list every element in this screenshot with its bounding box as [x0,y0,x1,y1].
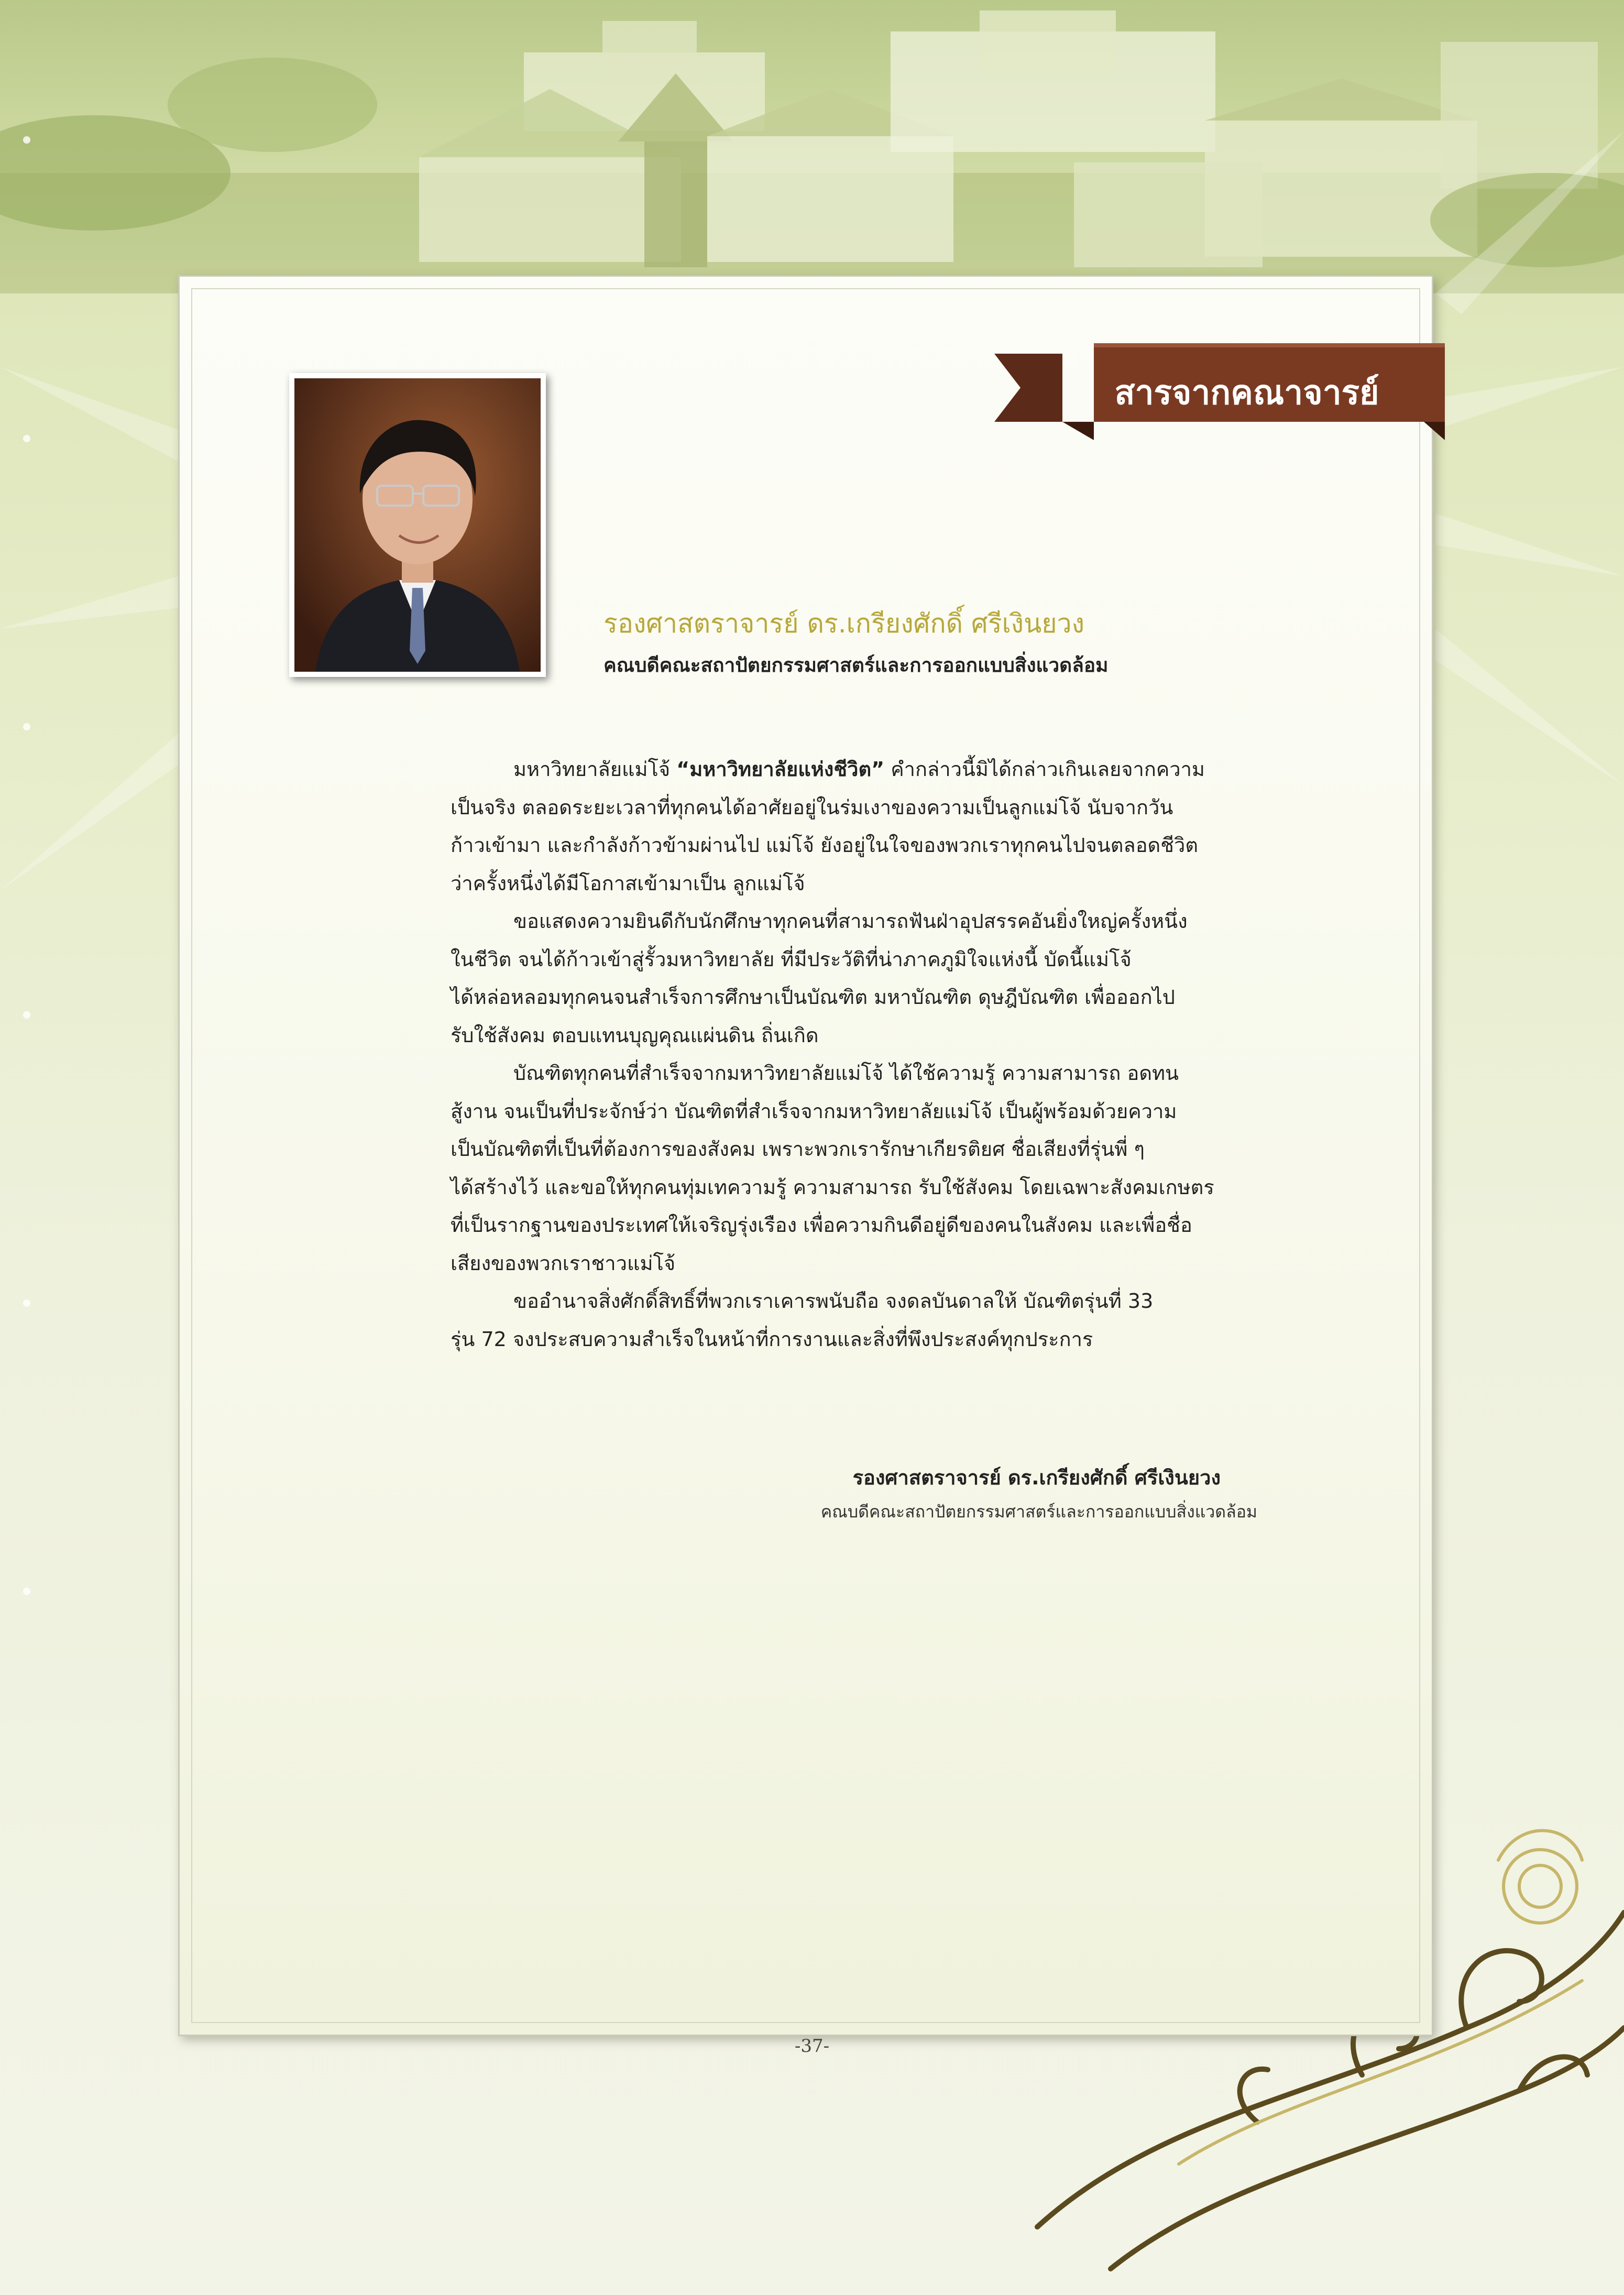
message-body [451,750,1310,1358]
message-line: เสียงของพวกเราชาวแม่โจ้ [451,1251,676,1275]
message-line: ในชีวิต จนได้ก้าวเข้าสู่รั้วมหาวิทยาลัย ที่มีประวัติที่น่าภาคภูมิใจแห่งนี้ บัดนี้แม่โจ้ [451,947,1132,971]
message-line: เป็นจริง ตลอดระยะเวลาที่ทุกคนได้อาศัยอยู่ในร่มเงาของความเป็นลูกแม่โจ้ นับจากวัน [451,795,1173,819]
line-text: มหาวิทยาลัยแม่โจ้ [513,758,677,781]
message-line: ที่เป็นรากฐานของประเทศให้เจริญรุ่งเรือง เพื่อความกินดีอยู่ดีของคนในสังคม และเพื่อชื่อ [451,1214,1192,1237]
binder-hole [23,1011,30,1019]
portrait-photo [289,373,546,677]
message-line: ขออำนาจสิ่งศักดิ์สิทธิ์ที่พวกเราเคารพนับถือ จงดลบันดาลให้ บัณฑิตรุ่นที่ 33 [513,1289,1154,1313]
page-number: -37- [794,2036,830,2057]
message-paragraph [451,750,1310,902]
binder-hole [23,435,30,442]
binder-hole [23,136,30,144]
quoted-motto: “มหาวิทยาลัยแห่งชีวิต” [676,758,885,781]
message-paragraph [451,902,1310,1054]
message-paragraph [451,1282,1310,1358]
message-line: เป็นบัณฑิตที่เป็นที่ต้องการของสังคม เพราะพวกเรารักษาเกียรติยศ ชื่อเสียงที่รุ่นพี่ ๆ [451,1138,1145,1161]
signature-name: รองศาสตราจารย์ ดร.เกรียงศักดิ์ ศรีเงินยวง [852,1466,1221,1489]
message-line: ก้าวเข้ามา และกำลังก้าวข้ามผ่านไป แม่โจ้ ยังอยู่ในใจของพวกเราทุกคนไปจนตลอดชีวิต [451,834,1199,857]
binder-hole [23,1588,30,1595]
binder-hole [23,723,30,730]
message-line: บัณฑิตทุกคนที่สำเร็จจากมหาวิทยาลัยแม่โจ้ ได้ใช้ความรู้ ความสามารถ อดทน [513,1062,1179,1085]
message-line: สู้งาน จนเป็นที่ประจักษ์ว่า บัณฑิตที่สำเร็จจากมหาวิทยาลัยแม่โจ้ เป็นผู้พร้อมด้วยความ [451,1099,1177,1123]
message-paragraph [451,1054,1310,1282]
message-line: รับใช้สังคม ตอบแทนบุญคุณแผ่นดิน ถิ่นเกิด [451,1023,819,1047]
portrait-photo-icon [294,378,541,672]
message-line: ได้สร้างไว้ และขอให้ทุกคนทุ่มเทความรู้ ความสามารถ รับใช้สังคม โดยเฉพาะสังคมเกษตร [451,1175,1214,1199]
message-line [451,750,1310,789]
message-line: ว่าครั้งหนึ่งได้มีโอกาสเข้ามาเป็น ลูกแม่โจ้ [451,871,805,895]
binder-hole [23,1299,30,1307]
message-line: รุ่น 72 จงประสบความสำเร็จในหน้าที่การงานและสิ่งที่พึงประสงค์ทุกประการ [451,1327,1093,1351]
author-name: รองศาสตราจารย์ ดร.เกรียงศักดิ์ ศรีเงินยวง [603,608,1085,639]
message-line: ขอแสดงความยินดีกับนักศึกษาทุกคนที่สามารถฟันฝ่าอุปสรรคอันยิ่งใหญ่ครั้งหนึ่ง [513,910,1188,933]
section-title: สารจากคณาจารย์ [1114,374,1379,412]
author-position: คณบดีคณะสถาปัตยกรรมศาสตร์และการออกแบบสิ่งแวดล้อม [603,654,1109,676]
message-line: ได้หล่อหลอมทุกคนจนสำเร็จการศึกษาเป็นบัณฑิต มหาบัณฑิต ดุษฎีบัณฑิต เพื่อออกไป [451,986,1175,1009]
line-text: คำกล่าวนี้มิได้กล่าวเกินเลยจากความ [884,758,1205,781]
signature-position: คณบดีคณะสถาปัตยกรรมศาสตร์และการออกแบบสิ่งแวดล้อม [820,1502,1257,1522]
